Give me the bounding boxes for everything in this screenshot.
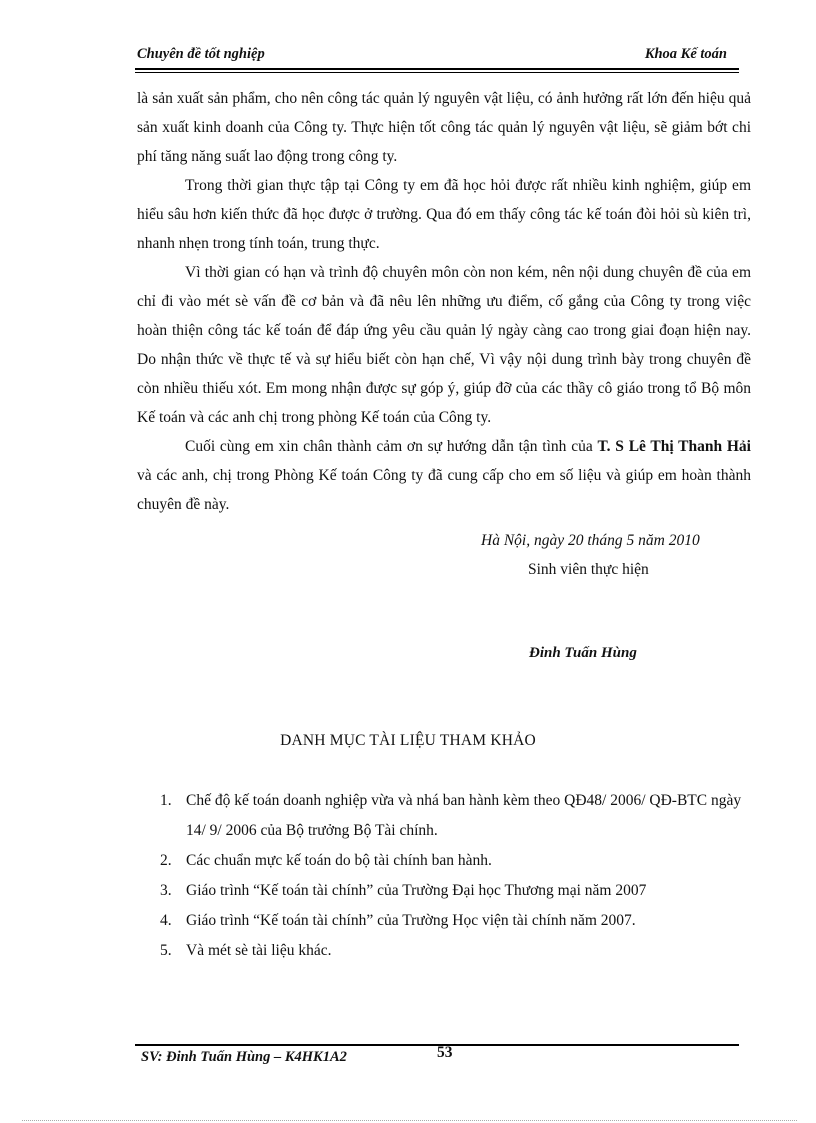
header-title-right: Khoa Kế toán bbox=[644, 46, 727, 62]
page-edge-dots bbox=[22, 1120, 797, 1121]
signature-name: Đinh Tuấn Hùng bbox=[529, 645, 637, 661]
list-item-number: 5. bbox=[160, 942, 172, 959]
list-item-text: Các chuẩn mực kế toán do bộ tài chính ban hành. bbox=[186, 852, 492, 869]
supervisor-name: T. S Lê Thị Thanh Hải bbox=[597, 438, 751, 455]
list-item-text: Chế độ kế toán doanh nghiệp vừa và nhá ban hành kèm theo QĐ48/ 2006/ QĐ-BTC ngày 14/ 9/ 2006 của Bộ trưởng Bộ Tài chính. bbox=[186, 792, 742, 839]
page-header bbox=[135, 46, 739, 68]
list-item bbox=[160, 876, 760, 906]
references-title: DANH MỤC TÀI LIỆU THAM KHẢO bbox=[280, 732, 536, 749]
list-item-text: Giáo trình “Kế toán tài chính” của Trường Đại học Thương mại năm 2007 bbox=[186, 882, 647, 899]
paragraph-2: Trong thời gian thực tập tại Công ty em đã học hỏi được rất nhiều kinh nghiệm, giúp em hiểu sâu hơn kiến thức đã học được ở trường. Qua đó em thấy công tác kế toán đòi hỏi sù kiên trì, nhanh nhẹn trong tính toán, trung thực. bbox=[137, 177, 751, 252]
list-item bbox=[160, 936, 760, 966]
references-list bbox=[160, 786, 760, 966]
header-rule bbox=[135, 68, 739, 70]
signature-date: Hà Nội, ngày 20 tháng 5 năm 2010 bbox=[481, 532, 700, 549]
paragraph-3: Vì thời gian có hạn và trình độ chuyên môn còn non kém, nên nội dung chuyên đề của em chỉ đi vào mét sè vấn đề cơ bản và đã nêu lên những ưu điểm, cố gắng của Công ty trong việc hoàn thiện công tác kế toán để đáp ứng yêu cầu quản lý ngày càng cao trong giai đoạn hiện nay. Do nhận thức về thực tế và sự hiểu biết còn hạn chế, Vì vậy nội dung trình bày trong chuyên đề còn nhiều thiếu xót. Em mong nhận được sự góp ý, giúp đỡ của các thầy cô giáo trong tổ Bộ môn Kế toán và các anh chị trong phòng Kế toán của Công ty. bbox=[137, 264, 751, 426]
paragraph-4-end: và các anh, chị trong Phòng Kế toán Công ty đã cung cấp cho em số liệu và giúp em hoàn thành chuyên đề này. bbox=[137, 467, 751, 513]
signature-role: Sinh viên thực hiện bbox=[528, 561, 649, 578]
list-item-number: 3. bbox=[160, 882, 172, 899]
page-number: 53 bbox=[437, 1044, 453, 1061]
list-item-text: Và mét sè tài liệu khác. bbox=[186, 942, 332, 959]
footer-student: SV: Đinh Tuấn Hùng – K4HK1A2 bbox=[141, 1049, 347, 1065]
list-item-number: 4. bbox=[160, 912, 172, 929]
body-text bbox=[137, 84, 751, 519]
list-item-text: Giáo trình “Kế toán tài chính” của Trường Học viện tài chính năm 2007. bbox=[186, 912, 636, 929]
paragraph-4-start: Cuối cùng em xin chân thành cảm ơn sự hướng dẫn tận tình của bbox=[185, 438, 598, 455]
list-item bbox=[160, 846, 760, 876]
list-item-number: 1. bbox=[160, 792, 172, 809]
paragraph-1: là sản xuất sản phẩm, cho nên công tác quản lý nguyên vật liệu, có ảnh hưởng rất lớn đến hiệu quả sản xuất kinh doanh của Công ty. Thực hiện tốt công tác quản lý nguyên vật liệu, sẽ giảm bớt chi phí tăng năng suất lao động trong công ty. bbox=[137, 90, 751, 165]
paragraph-4 bbox=[137, 432, 751, 519]
header-title-left: Chuyên đề tốt nghiệp bbox=[137, 46, 265, 62]
list-item bbox=[160, 906, 760, 936]
list-item-number: 2. bbox=[160, 852, 172, 869]
header-rule-thin bbox=[135, 72, 739, 73]
list-item bbox=[160, 786, 760, 846]
